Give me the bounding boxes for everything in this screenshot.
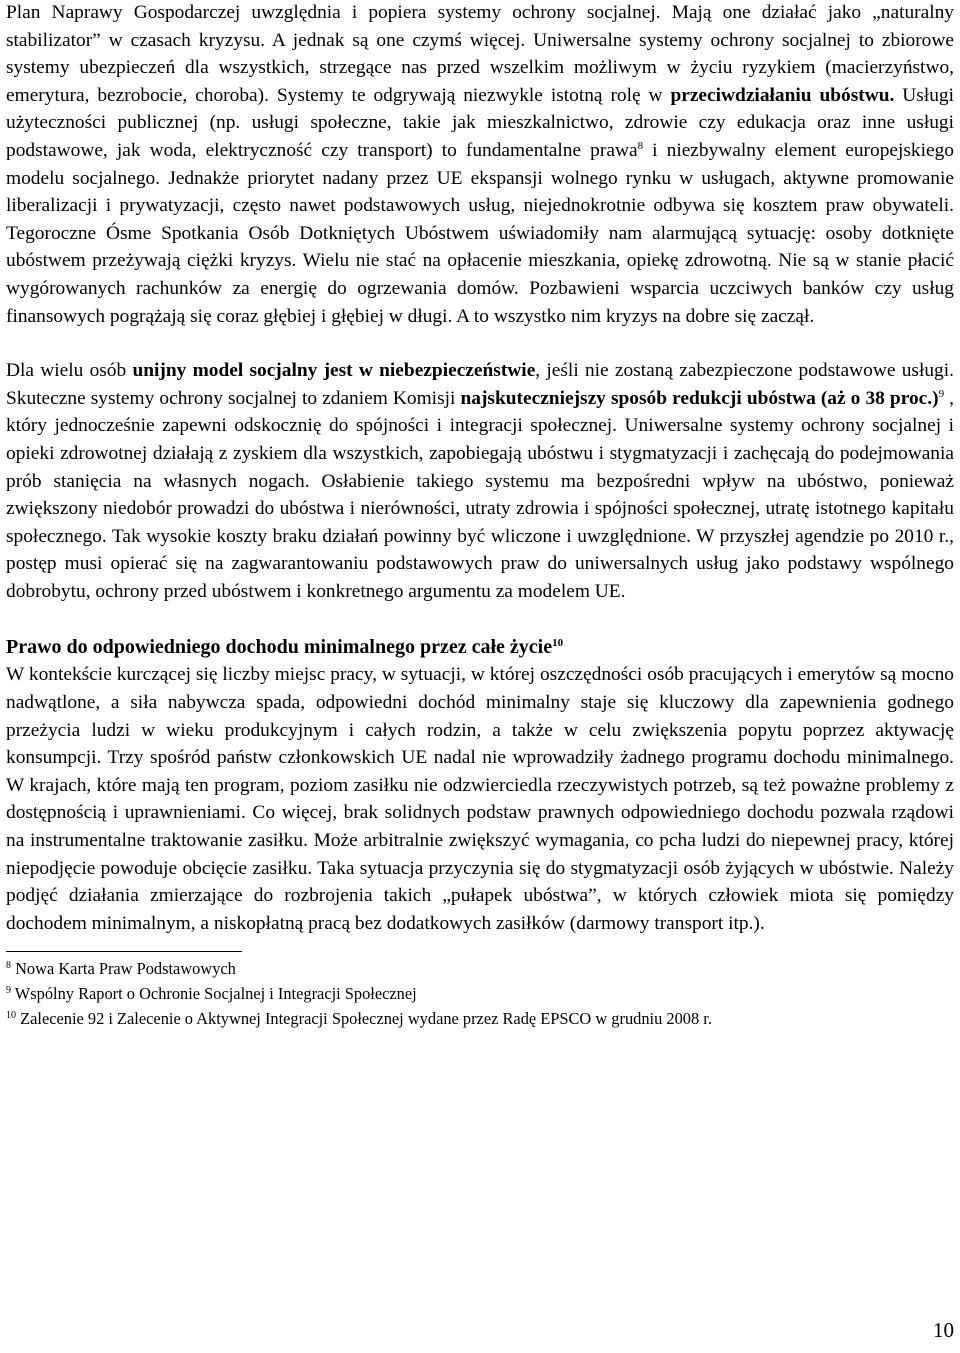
- bold-phrase: najskuteczniejszy sposób redukcji ubóstwa (aż o 38 proc.): [460, 387, 939, 409]
- bold-phrase: przeciwdziałaniu ubóstwu.: [670, 84, 895, 106]
- text-run: Plan Naprawy Gospodarczej uwzględnia i popiera systemy ochrony socjalnej. Mają one działać jako „naturalny stabilizator” w czasach kryzysu. A jednak są one czymś więcej. Uniwersalne systemy ochrony socjalnej to zbiorowe systemy ubezpieczeń dla wszystkich, strzegące nas przed wszelkim możliwym w życiu ryzykiem (macierzyństwo, emerytura, bezrobocie, choroba). Systemy te odgrywają niezwykle istotną rolę w: [6, 2, 954, 106]
- text-run: , który jednocześnie zapewni odskocznię do spójności i integracji społecznej. Uniwersalne systemy ochrony socjalnej i opieki zdrowotnej działają z zyskiem dla wszystkich, zapobiegają ubóstwu i stygmatyzacji i zachęcają do podejmowania prób stanięcia na własnych nogach. Osłabienie takiego systemu ma bezpośredni wpływ na ubóstwo, ponieważ zwiększony niedobór prowadzi do ubóstwa i nierówności, utraty zdrowia i spójności społecznej, utratę istotnego kapitału społecznego. Tak wysokie koszty braku działań powinny być wliczone i uwzględnione. W przyszłej agendzie po 2010 r., postęp musi opierać się na zagwarantowaniu podstawowych praw do uniwersalnych usług jako podstawy wspólnego dobrobytu, ochrony przed ubóstwem i konkretnego argumentu za modelem UE.: [6, 387, 954, 602]
- text-run: i niezbywalny element europejskiego modelu socjalnego. Jednakże priorytet nadany przez UE ekspansji wolnego rynku w usługach, aktywne promowanie liberalizacji i prywatyzacji, często nawet podstawowych usług, niejednokrotnie odbywa się kosztem praw obywateli. Tegoroczne Ósme Spotkania Osób Dotkniętych Ubóstwem uświadomiły nam alarmującą sytuację: osoby dotknięte ubóstwem przeżywają ciężki kryzys. Wielu nie stać na opłacenie mieszkania, opiekę zdrowotną. Nie są w stanie płacić wygórowanych rachunków za energię do ogrzewania domów. Pozbawieni wsparcia uczciwych banków czy usług finansowych pogrążają się coraz głębiej i głębiej w długi. A to wszystko nim kryzys na dobre się zaczął.: [6, 139, 955, 327]
- page-number: 10: [933, 1318, 954, 1342]
- footnote-text: Wspólny Raport o Ochronie Socjalnej i Integracji Społecznej: [11, 984, 417, 1004]
- paragraph-social-model: [6, 357, 954, 605]
- footnote-text: Zalecenie 92 i Zalecenie o Aktywnej Integracji Społecznej wydane przez Radę EPSCO w grudniu 2008 r.: [16, 1009, 712, 1029]
- footnote-10: [6, 1006, 954, 1031]
- paragraph-minimum-income: W kontekście kurczącej się liczby miejsc pracy, w sytuacji, w której oszczędności osób pracujących i emerytów są mocno nadwątlone, a siła nabywcza spada, odpowiedni dochód minimalny staje się kluczowy dla zapewnienia godnego przeżycia ludzi w wieku produkcyjnym i całych rodzin, a także w celu zwiększenia popytu poprzez aktywację konsumpcji. Trzy spośród państw członkowskich UE nadal nie wprowadziły żadnego programu dochodu minimalnego. W krajach, które mają ten program, poziom zasiłku nie odzwierciedla rzeczywistych potrzeb, są też poważne problemy z dostępnością i uprawnieniami. Co więcej, brak solidnych podstaw prawnych odpowiedniego dochodu pozwala rządowi na instrumentalne traktowanie zasiłku. Może arbitralnie zwiększyć wymagania, co pcha ludzi do niepewnej pracy, której niepodjęcie powoduje obcięcie zasiłku. Taka sytuacja przyczynia się do stygmatyzacji osób żyjących w ubóstwie. Należy podjęć działania zmierzające do rozbrojenia takich „pułapek ubóstwa”, w których człowiek miota się pomiędzy dochodem minimalnym, a niskopłatną pracą bez dodatkowych zasiłków (darmowy transport itp.).: [6, 664, 954, 934]
- footnote-ref-8[interactable]: 8: [637, 139, 644, 152]
- footnote-text: Nowa Karta Praw Podstawowych: [11, 959, 236, 979]
- section-heading: [6, 633, 954, 661]
- heading-text: Prawo do odpowiedniego dochodu minimalnego przez całe życie: [6, 636, 553, 659]
- text-run: Usługi użyteczności publicznej (np. usługi społeczne, takie jak mieszkalnictwo, zdrowie czy edukacja oraz inne usługi podstawowe, jak woda, elektryczność czy transport) to fundamentalne prawa: [6, 84, 955, 161]
- footnote-number: 8: [6, 960, 11, 972]
- footnote-8: [6, 956, 954, 981]
- footnote-ref-10[interactable]: 10: [552, 637, 564, 650]
- document-page: [6, 0, 954, 1031]
- footnote-number: 9: [6, 985, 11, 997]
- footnote-number: 10: [6, 1010, 16, 1022]
- text-run: Dla wielu osób: [6, 360, 133, 382]
- footnote-ref-9[interactable]: 9: [938, 387, 945, 400]
- paragraph-social-protection: [6, 0, 954, 330]
- footnote-separator: [6, 951, 242, 952]
- footnote-9: [6, 981, 954, 1006]
- bold-phrase: unijny model socjalny jest w niebezpieczeństwie: [132, 360, 536, 382]
- text-run: , jeśli nie zostaną zabezpieczone podstawowe usługi. Skuteczne systemy ochrony socjalnej to zdaniem Komisji: [6, 360, 954, 409]
